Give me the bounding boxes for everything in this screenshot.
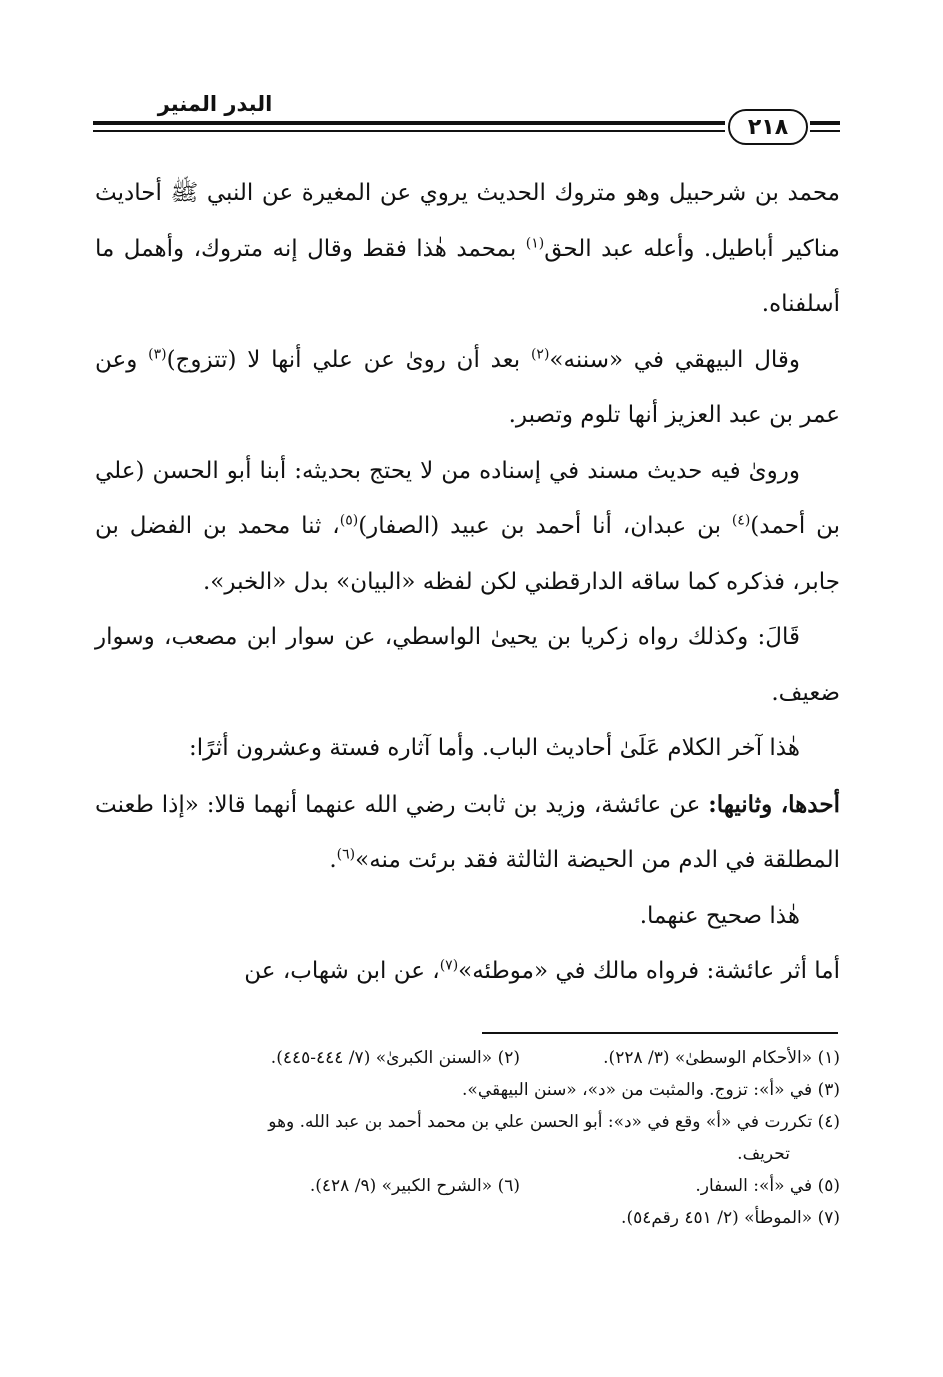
bold-lead: أحدها، وثانيها: (708, 790, 840, 818)
footnote-3: (٣) في «أ»: تزوج. والمثبت من «د»، «سنن البيهقي». (462, 1080, 840, 1100)
paragraph-4: قَالَ: وكذلك رواه زكريا بن يحيىٰ الواسطي، عن سوار ابن مصعب، وسوار ضعيف. (95, 624, 840, 706)
footnote-row (120, 1170, 840, 1202)
paragraph-1 (95, 166, 840, 333)
footnote-5: (٥) في «أ»: السفار. (695, 1176, 840, 1196)
footnote-ref: (٧) (439, 957, 459, 974)
footnote-ref: (٤) (731, 512, 751, 529)
page-number-badge (728, 109, 808, 145)
footnote-ref: (٣) (148, 345, 167, 362)
footnotes (120, 1042, 840, 1234)
main-text (95, 166, 840, 1000)
page-number: ٢١٨ (747, 114, 789, 140)
text-span: وعن عمر بن عبد العزيز أنها تلوم وتصبر. (95, 346, 840, 428)
header-rule-thin (93, 130, 725, 132)
text-span: ، عن ابن شهاب، عن (244, 958, 440, 984)
footnote-ref: (٢) (530, 345, 550, 362)
running-title: البدر المنير (157, 92, 273, 116)
footnote-row (120, 1042, 840, 1074)
paragraph-8 (95, 944, 840, 1000)
header-rule-thick (93, 121, 725, 125)
footnote-separator (482, 1032, 838, 1034)
text-span: عن عائشة، وزيد بن ثابت رضي الله عنهما أنهما قالا: «إذا طعنت المطلقة في الدم من الحيضة الثالثة فقد برئت منه» (95, 791, 840, 873)
paragraph-7: هٰذا صحيح عنهما. (639, 902, 800, 929)
paragraph-5: هٰذا آخر الكلام عَلَىٰ أحاديث الباب. وأما آثاره فستة وعشرون أثرًا: (189, 735, 800, 761)
footnote-1: (١) «الأحكام الوسطىٰ» (٣/ ٢٢٨). (603, 1048, 840, 1068)
paragraph-3 (95, 444, 840, 611)
text-span: أما أثر عائشة: فرواه مالك في «موطئه» (458, 958, 840, 984)
text-span: . (329, 847, 337, 873)
text-span: محمد بن شرحبيل وهو متروك الحديث يروي عن المغيرة عن النبي ﷺ أحاديث مناكير أباطيل. وأعله عبد الحق (95, 180, 840, 262)
text-span: بمحمد هٰذا فقط وقال إنه متروك، وأهمل ما أسلفناه. (95, 235, 840, 317)
text-span: بعد أن روىٰ عن علي أنها لا (تتزوج) (166, 346, 531, 373)
footnote-ref: (١) (525, 234, 545, 251)
header-rule-right-thick (810, 121, 840, 125)
paragraph-2 (95, 333, 840, 444)
footnote-6: (٦) «الشرح الكبير» (٩/ ٤٢٨). (309, 1176, 520, 1196)
footnote-ref: (٥) (339, 512, 359, 529)
text-span: بن عبدان، أنا أحمد بن عبيد (الصفار) (358, 513, 732, 539)
paragraph-6 (95, 777, 840, 889)
footnote-2: (٢) «السنن الكبرىٰ» (٧/ ٤٤٤-٤٤٥). (270, 1048, 520, 1068)
footnote-4: (٤) تكررت في «أ» وقع في «د»: أبو الحسن علي بن محمد أحمد بن عبد الله. وهو (268, 1112, 840, 1132)
footnote-4-continued: تحريف. (737, 1144, 790, 1164)
footnote-7: (٧) «الموطأ» (٢/ ٤٥١ رقم٥٤). (621, 1208, 840, 1228)
text-span: ورویٰ فيه حديث مسند في إسناده من لا يحتج بحديثه: أبنا أبو الحسن (علي بن أحمد) (95, 457, 840, 539)
header-rule-right-thin (810, 130, 840, 132)
footnote-ref: (٦) (336, 846, 356, 863)
text-span: وقال البيهقي في «سننه» (549, 346, 801, 373)
text-span: ، ثنا محمد بن الفضل بن جابر، فذكره كما ساقه الدارقطني لكن لفظه «البيان» بدل «الخبر». (95, 513, 840, 595)
